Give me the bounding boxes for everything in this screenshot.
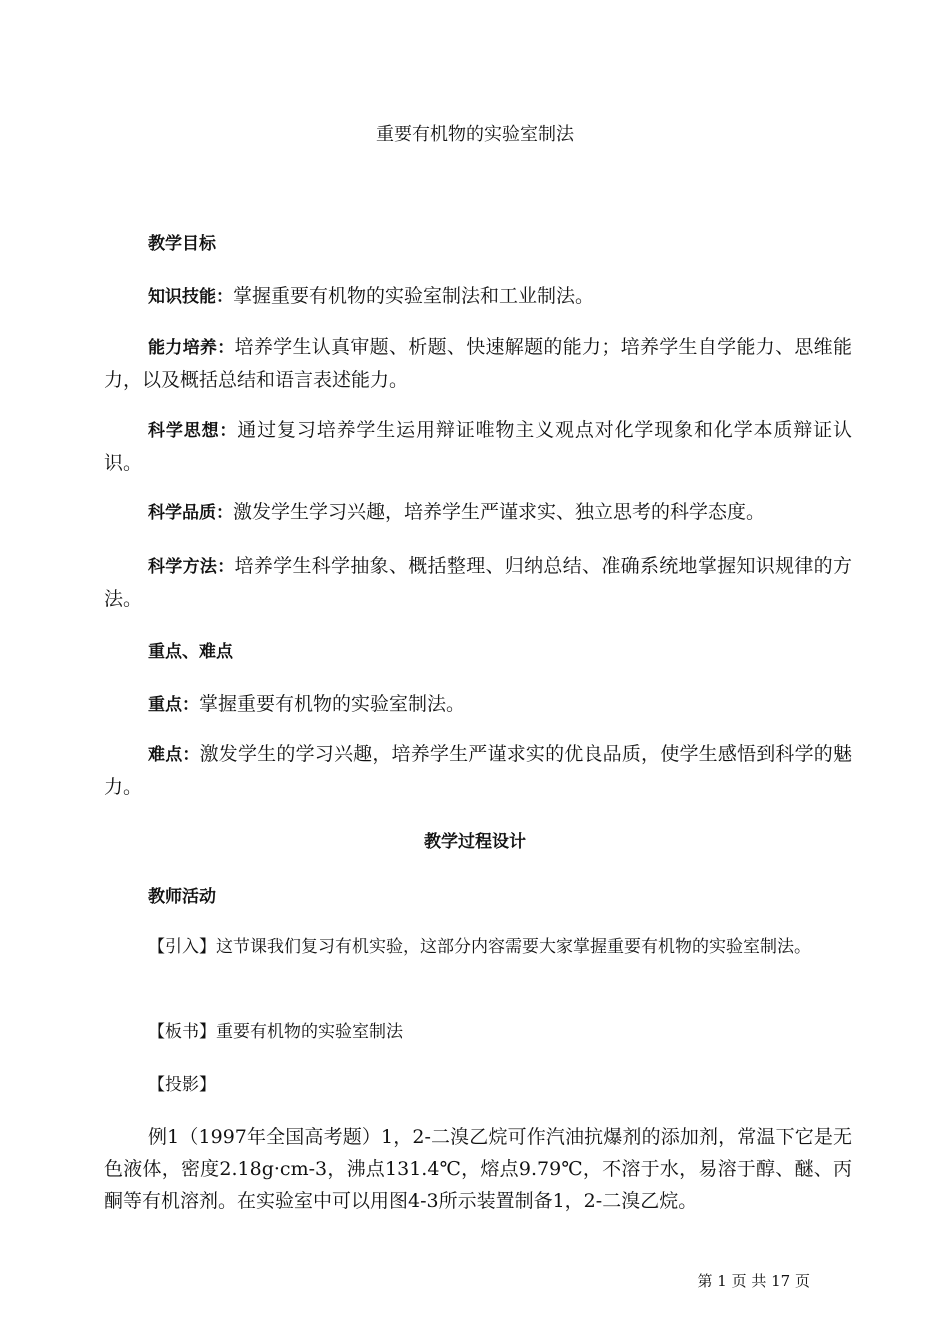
thought-paragraph bbox=[104, 414, 852, 479]
intro-paragraph: 【引入】这节课我们复习有机实验，这部分内容需要大家掌握重要有机物的实验室制法。 bbox=[148, 937, 811, 957]
key-label: 重点： bbox=[148, 695, 199, 715]
key-difficult-heading: 重点、难点 bbox=[148, 642, 233, 662]
projection-paragraph: 【投影】 bbox=[148, 1075, 216, 1095]
thought-label: 科学思想： bbox=[148, 421, 238, 441]
teacher-activity-heading: 教师活动 bbox=[148, 887, 216, 907]
method-label: 科学方法： bbox=[148, 557, 235, 577]
ability-label: 能力培养： bbox=[148, 338, 235, 358]
process-heading: 教学过程设计 bbox=[424, 832, 526, 852]
knowledge-label: 知识技能： bbox=[148, 287, 233, 307]
knowledge-text: 掌握重要有机物的实验室制法和工业制法。 bbox=[233, 285, 595, 307]
thought-text: 通过复习培养学生运用辩证唯物主义观点对化学现象和化学本质辩证认识。 bbox=[104, 419, 852, 474]
key-paragraph bbox=[104, 688, 852, 721]
example-paragraph: 例1（1997年全国高考题）1，2-二溴乙烷可作汽油抗爆剂的添加剂，常温下它是无色液体，密度2.18g·cm-3，沸点131.4℃，熔点9.79℃，不溶于水，易溶于醇、醚、丙酮等有机溶剂。在实验室中可以用图4-3所示装置制备1，2-二溴乙烷。 bbox=[104, 1126, 852, 1212]
difficult-label: 难点： bbox=[148, 745, 200, 765]
ability-text: 培养学生认真审题、析题、快速解题的能力；培养学生自学能力、思维能力，以及概括总结和语言表述能力。 bbox=[104, 336, 852, 391]
ability-paragraph bbox=[104, 331, 852, 396]
quality-text: 激发学生学习兴趣，培养学生严谨求实、独立思考的科学态度。 bbox=[233, 501, 766, 523]
difficult-text: 激发学生的学习兴趣，培养学生严谨求实的优良品质，使学生感悟到科学的魅力。 bbox=[104, 743, 852, 798]
method-text: 培养学生科学抽象、概括整理、归纳总结、准确系统地掌握知识规律的方法。 bbox=[104, 555, 852, 610]
objectives-heading: 教学目标 bbox=[148, 234, 216, 254]
knowledge-skills-paragraph bbox=[104, 280, 852, 313]
document-title: 重要有机物的实验室制法 bbox=[376, 124, 574, 145]
method-paragraph bbox=[104, 550, 852, 615]
board-paragraph: 【板书】重要有机物的实验室制法 bbox=[148, 1022, 403, 1042]
page-number: 第 1 页 共 17 页 bbox=[697, 1272, 810, 1290]
key-text: 掌握重要有机物的实验室制法。 bbox=[199, 693, 466, 715]
quality-paragraph bbox=[104, 496, 852, 529]
quality-label: 科学品质： bbox=[148, 503, 233, 523]
difficult-paragraph bbox=[104, 738, 852, 803]
